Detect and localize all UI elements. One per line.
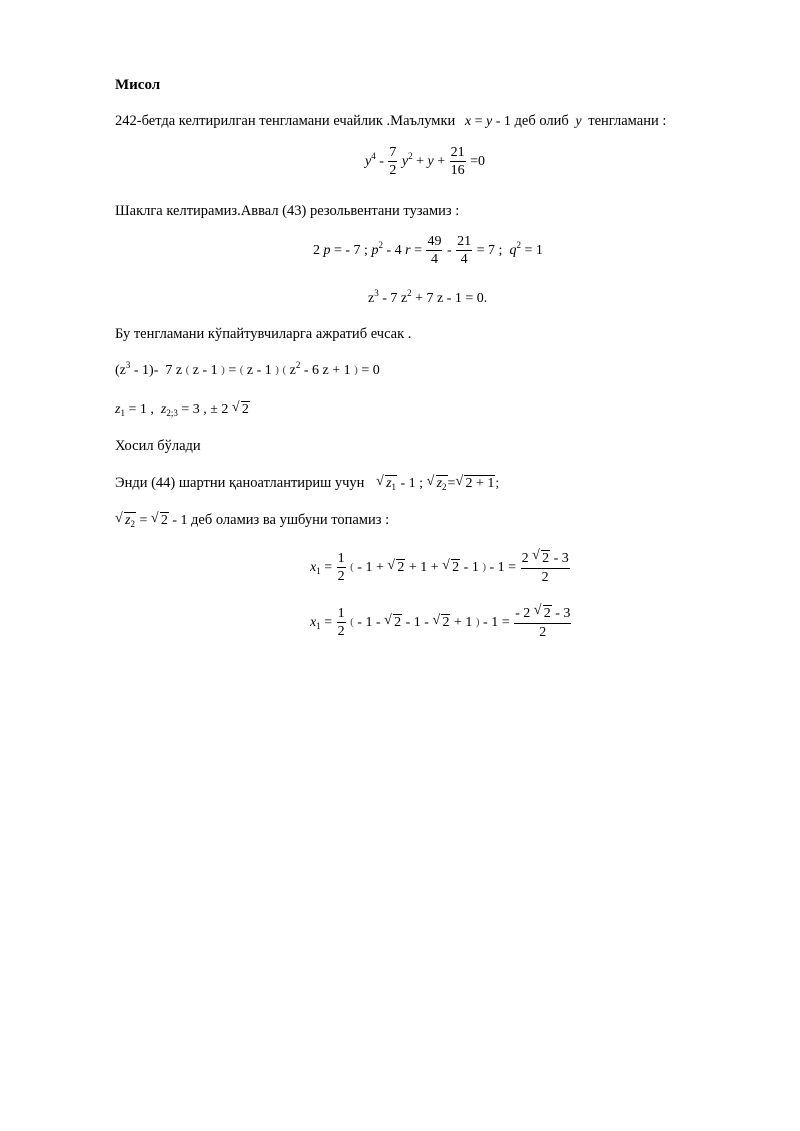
formula-sqrt-z2: √ $z_2$ = √ 2 - 1 (115, 513, 191, 528)
paragraph-6-tail: деб оламиз ва ушбуни топамиз : (191, 512, 390, 528)
paragraph-3: Бу тенгламани кўпайтувчиларга ажратиб ечсак . (115, 326, 412, 342)
formula-condition: √ $z_1 - 1$ ; √ $z_2=√$ 2 + 1; (376, 476, 499, 491)
equation-resolvent-coeffs: 2 p = - 7 ; $p^2 - 4$ r = $\frac{49}{4}$ - $\frac{21}{4}$ = 7 ; $q^2 = 1$ (313, 234, 543, 267)
equation-roots: $z_1 = 1$ , $z_{2;3} = 3$ , ± 2 √ 2 (115, 401, 250, 418)
equation-x1-first: $x_1$ = $\frac{1}{2}$ ( - 1 + √ 2 + 1 + √ 2 - 1 ) - 1 = $\frac{2 √ 2 - 3}{2}$ (310, 550, 571, 585)
paragraph-1-tail2: тенгламани : (588, 113, 667, 129)
paragraph-5 (115, 475, 499, 492)
heading: Мисол (115, 77, 161, 93)
equation-quartic: $y^4$ - $\frac{7}{2}$ $y^2 + y$ + $\frac{21}{16}$ =0 (365, 145, 486, 178)
paragraph-6 (115, 512, 389, 529)
paragraph-1-text: 242-бетда келтирилган тенгламани ечайлик .Маълумки (115, 113, 456, 129)
paragraph-1 (115, 113, 666, 130)
equation-cubic: $z^3 - 7$ $z^2 + 7$ z - 1 = 0. (368, 288, 488, 306)
paragraph-1-tail: деб олиб (514, 113, 569, 129)
paragraph-5-text: Энди (44) шартни қаноатлантириш учун (115, 475, 365, 491)
equation-factorization: $(z^3 - 1)-$ 7 z ( z - 1 ) = ( z - 1 ) ( $z^2 - 6$ z + 1 ) = 0 (115, 360, 380, 378)
formula-y: y (575, 114, 582, 129)
formula-x-def: x = y - 1 (464, 114, 511, 129)
paragraph-4: Хосил бўлади (115, 438, 201, 454)
paragraph-2: Шаклга келтирамиз.Аввал (43) резольвентани тузамиз : (115, 203, 460, 219)
equation-x1-second: $x_1$ = $\frac{1}{2}$ ( - 1 - √ 2 - 1 - √ 2 + 1 ) - 1 = $\frac{- 2 √ 2 - 3}{2}$ (310, 605, 572, 640)
